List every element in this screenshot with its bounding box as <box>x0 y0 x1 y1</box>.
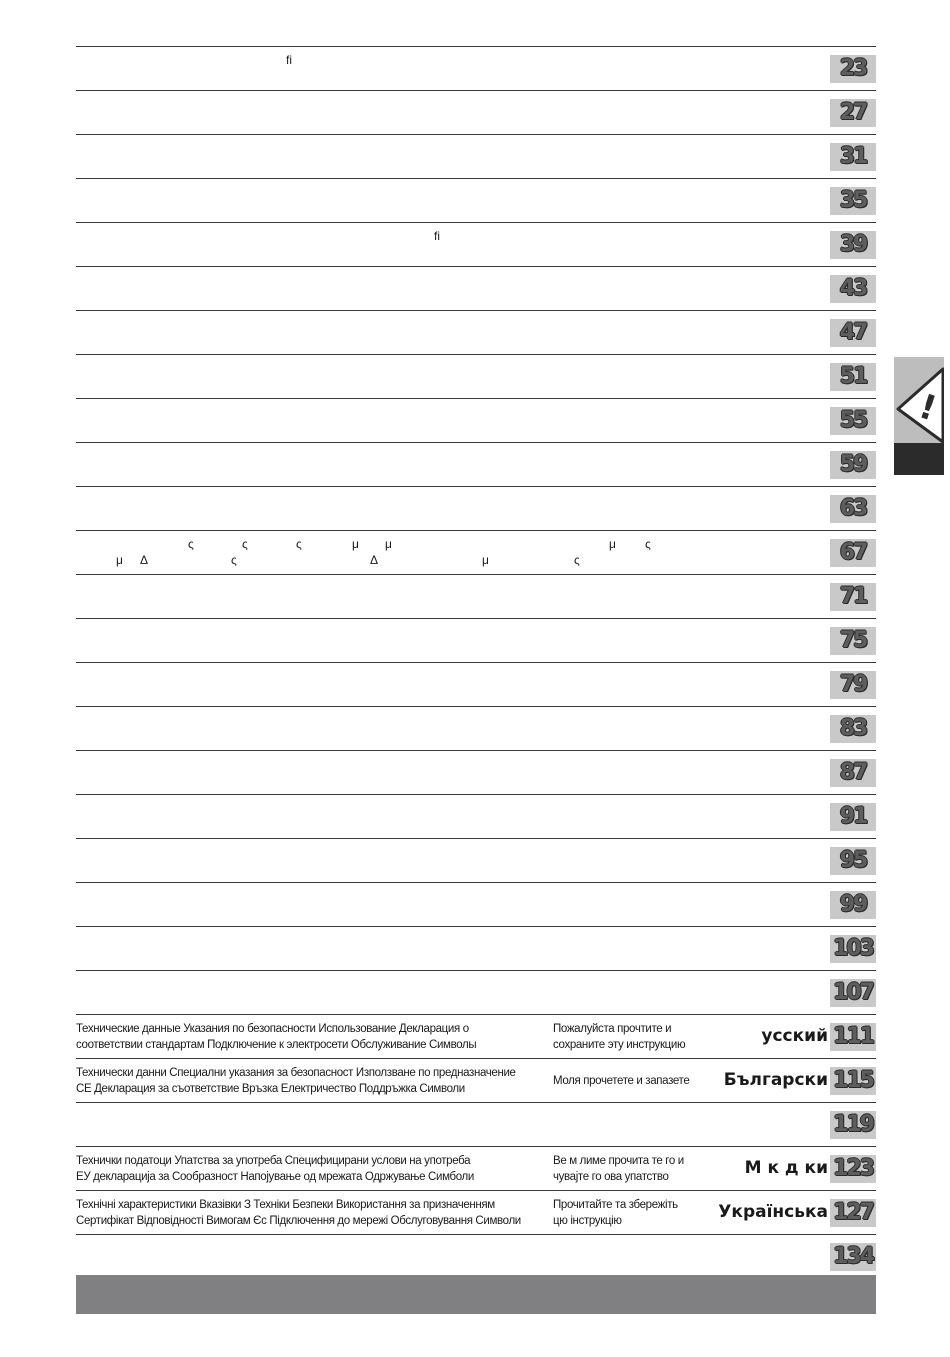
special-glyph: μ <box>385 537 392 551</box>
toc-page-number[interactable]: 35 <box>830 187 876 215</box>
toc-row[interactable] <box>76 970 876 1014</box>
toc-description-line: соответствии стандартам Подключение к электросети Обслуживание Символы <box>76 1039 477 1051</box>
toc-page-number[interactable]: 71 <box>830 583 876 611</box>
toc-description-line: CE Декларация за съответствие Връзка Електричество Поддръжка Символи <box>76 1083 465 1095</box>
special-glyph: ς <box>242 537 248 551</box>
toc-language: Български <box>723 1070 828 1090</box>
toc-row[interactable] <box>76 310 876 354</box>
toc-language: Українська <box>718 1202 828 1222</box>
toc-page-number[interactable]: 67 <box>830 539 876 567</box>
toc-page-number[interactable]: 59 <box>830 451 876 479</box>
toc-read-note <box>553 1197 723 1229</box>
toc-page-number[interactable]: 43 <box>830 275 876 303</box>
toc-page-number[interactable]: 23 <box>830 55 876 83</box>
footer-gray-bar <box>76 1275 876 1314</box>
toc-page-number[interactable]: 123 <box>830 1155 876 1183</box>
toc-page-number[interactable]: 87 <box>830 759 876 787</box>
toc-page-number[interactable]: 99 <box>830 891 876 919</box>
toc-language: М к д ки <box>744 1158 828 1178</box>
special-glyph: ﬁ <box>286 53 292 67</box>
toc-note-line: сохраните эту инструкцию <box>553 1039 686 1051</box>
special-glyph: μ <box>482 553 489 567</box>
special-glyph: ﬁ <box>434 229 440 243</box>
toc-read-note <box>553 1153 723 1185</box>
toc-row[interactable] <box>76 662 876 706</box>
toc-read-note <box>553 1021 723 1053</box>
special-glyph: ς <box>645 537 651 551</box>
toc-note-line: Ве м лиме прочита те го и <box>553 1155 684 1167</box>
toc-page-number[interactable]: 115 <box>830 1067 876 1095</box>
table-of-contents <box>76 46 876 1278</box>
toc-page-number[interactable]: 119 <box>830 1111 876 1139</box>
special-glyph: μ <box>116 553 123 567</box>
toc-description-line: Технички податоци Упатства за употреба Специфицирани услови на употреба <box>76 1155 471 1167</box>
toc-page-number[interactable]: 63 <box>830 495 876 523</box>
toc-row[interactable] <box>76 574 876 618</box>
toc-row[interactable] <box>76 882 876 926</box>
toc-row[interactable] <box>76 90 876 134</box>
toc-row[interactable] <box>76 750 876 794</box>
toc-note-line: цю інструкцію <box>553 1215 622 1227</box>
toc-row[interactable] <box>76 926 876 970</box>
special-glyph: ς <box>188 537 194 551</box>
toc-row[interactable] <box>76 1014 876 1058</box>
special-glyph: Δ <box>370 553 379 567</box>
toc-row[interactable] <box>76 1146 876 1190</box>
toc-page-number[interactable]: 95 <box>830 847 876 875</box>
toc-description-line: Технические данные Указания по безопасности Использование Декларация о <box>76 1023 469 1035</box>
toc-page-number[interactable]: 134 <box>830 1243 876 1271</box>
toc-page-number[interactable]: 83 <box>830 715 876 743</box>
special-glyph: ς <box>231 553 237 567</box>
toc-row[interactable] <box>76 134 876 178</box>
toc-note-line: чувајте го ова упатство <box>553 1171 669 1183</box>
toc-row[interactable] <box>76 266 876 310</box>
toc-page-number[interactable]: 107 <box>830 979 876 1007</box>
toc-page-number[interactable]: 91 <box>830 803 876 831</box>
special-glyph: μ <box>609 537 616 551</box>
toc-page-number[interactable]: 47 <box>830 319 876 347</box>
toc-row[interactable] <box>76 1190 876 1234</box>
toc-description <box>76 1197 548 1229</box>
toc-row[interactable] <box>76 1234 876 1278</box>
toc-page-number[interactable]: 39 <box>830 231 876 259</box>
toc-description-line: Технічні характеристики Вказівки З Техніки Безпеки Використання за призначенням <box>76 1199 495 1211</box>
toc-page-number[interactable]: 79 <box>830 671 876 699</box>
toc-note-line: Моля прочетете и запазете <box>553 1075 690 1087</box>
toc-page-number[interactable]: 55 <box>830 407 876 435</box>
toc-row[interactable] <box>76 618 876 662</box>
toc-row[interactable] <box>76 222 876 266</box>
toc-description-line: ЕУ декларација за Сообразност Напојување од мрежата Одржување Симболи <box>76 1171 474 1183</box>
toc-row[interactable] <box>76 706 876 750</box>
toc-row[interactable] <box>76 838 876 882</box>
toc-row[interactable] <box>76 398 876 442</box>
toc-row[interactable] <box>76 1102 876 1146</box>
toc-note-line: Прочитайте та збережіть <box>553 1199 678 1211</box>
toc-read-note <box>553 1073 723 1089</box>
toc-row[interactable] <box>76 46 876 90</box>
toc-description <box>76 1065 548 1097</box>
toc-row[interactable] <box>76 178 876 222</box>
toc-description-line: Сертифікат Відповідності Вимогам Єс Підключення до мережі Обслуговування Символи <box>76 1215 521 1227</box>
toc-description-line: Технически данни Специални указания за безопасност Използване по предназначение <box>76 1067 516 1079</box>
toc-description <box>76 1153 548 1185</box>
toc-page-number[interactable]: 127 <box>830 1199 876 1227</box>
special-glyph: Δ <box>140 553 149 567</box>
toc-description <box>76 1021 548 1053</box>
warning-icon <box>894 357 944 475</box>
toc-page-number[interactable]: 27 <box>830 99 876 127</box>
toc-row[interactable] <box>76 530 876 574</box>
special-glyph: ς <box>296 537 302 551</box>
toc-note-line: Пожалуйста прочтите и <box>553 1023 672 1035</box>
toc-row[interactable] <box>76 486 876 530</box>
toc-page-number[interactable]: 75 <box>830 627 876 655</box>
special-glyph: ς <box>574 553 580 567</box>
toc-page-number[interactable]: 111 <box>830 1023 876 1051</box>
toc-row[interactable] <box>76 1058 876 1102</box>
toc-row[interactable] <box>76 794 876 838</box>
toc-page-number[interactable]: 31 <box>830 143 876 171</box>
svg-text:!: ! <box>914 386 942 430</box>
special-glyph: μ <box>352 537 359 551</box>
toc-page-number[interactable]: 51 <box>830 363 876 391</box>
toc-page-number[interactable]: 103 <box>830 935 876 963</box>
toc-row[interactable] <box>76 442 876 486</box>
toc-language: усский <box>761 1026 828 1046</box>
toc-row[interactable] <box>76 354 876 398</box>
